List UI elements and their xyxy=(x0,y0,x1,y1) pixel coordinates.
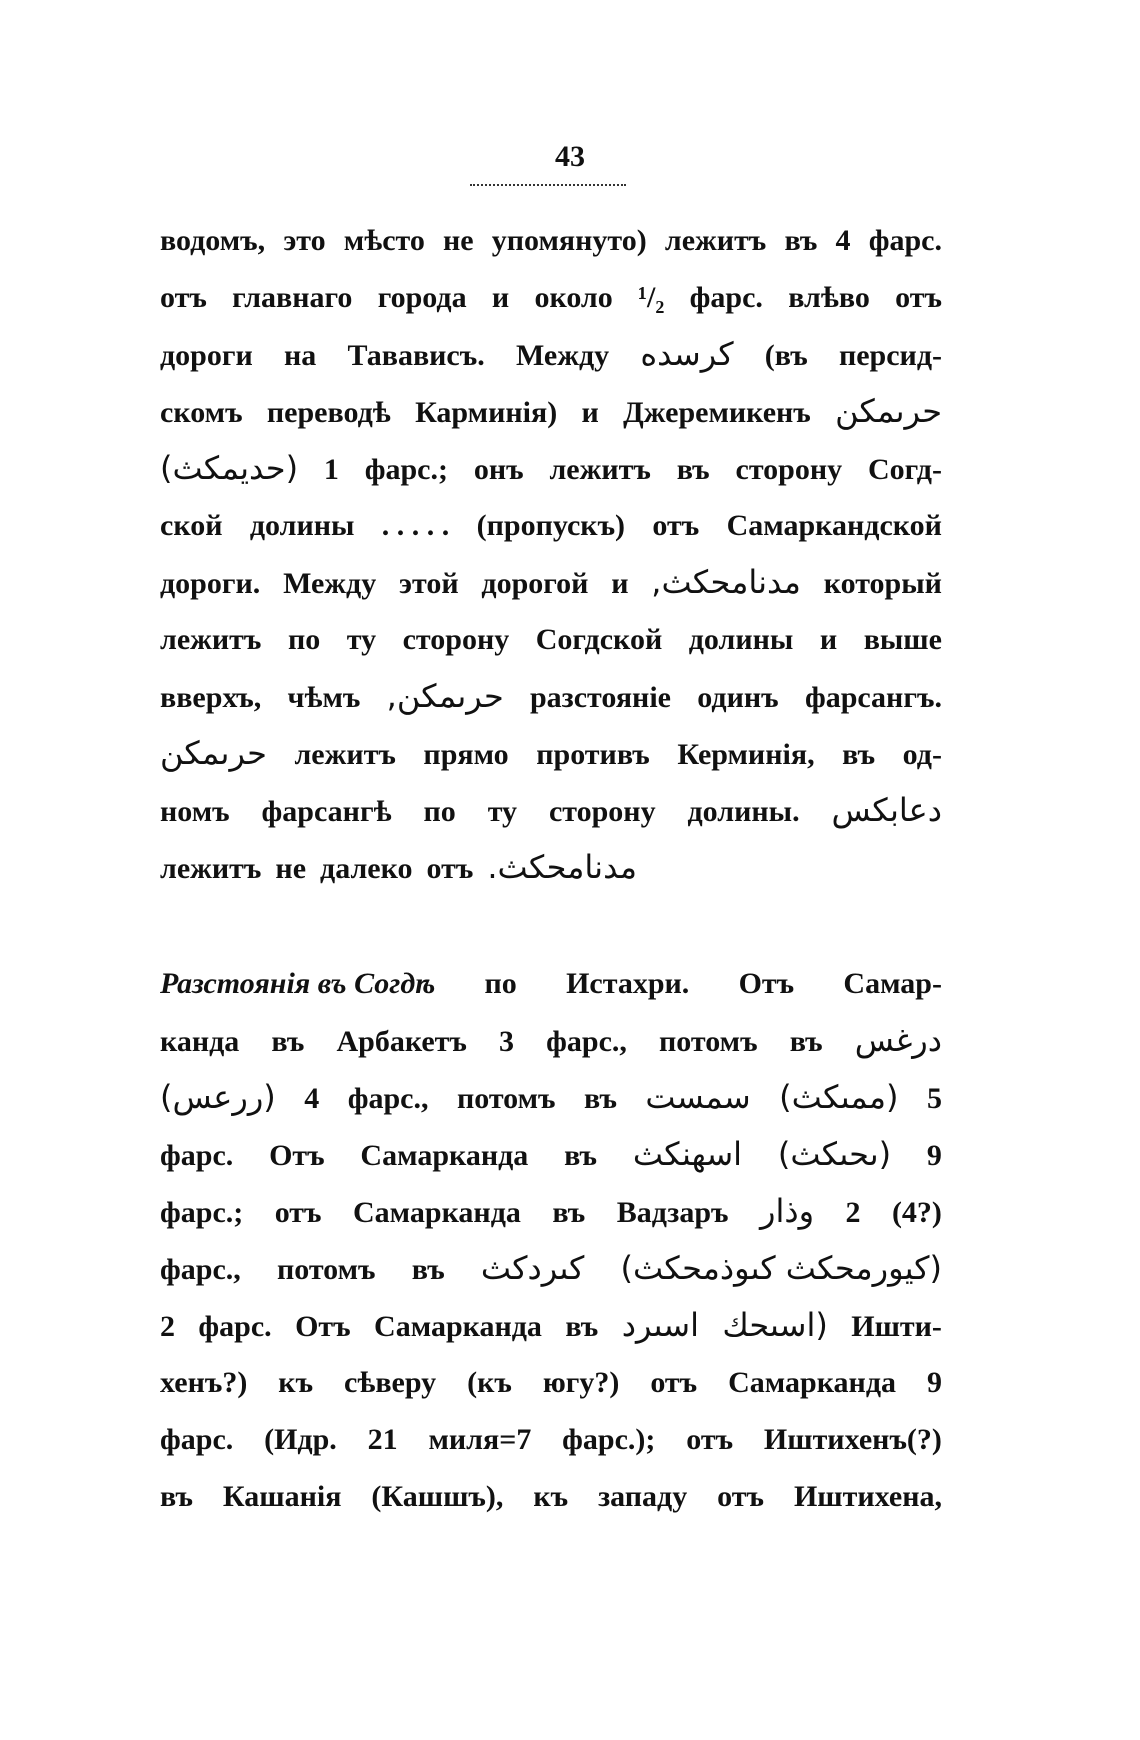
word: Между xyxy=(283,567,377,600)
paragraph-2 xyxy=(160,955,942,1525)
word: фарсангъ. xyxy=(804,681,942,714)
word: отъ xyxy=(426,852,474,885)
word: къ xyxy=(533,1480,569,1513)
text-line xyxy=(160,554,942,611)
word: главнаго xyxy=(232,281,353,314)
word: вверхъ, xyxy=(160,681,262,714)
word: од- xyxy=(902,738,942,771)
text-line xyxy=(160,1468,942,1525)
text-line xyxy=(160,839,942,896)
word: сѣверу xyxy=(344,1366,437,1399)
word: Карминія) xyxy=(415,396,558,429)
text-line xyxy=(160,955,942,1012)
word: Самарканда xyxy=(728,1366,896,1399)
word: чѣмъ xyxy=(287,681,361,714)
word: миля=7 xyxy=(428,1423,532,1456)
word: фарсангѣ xyxy=(261,795,392,828)
word: долины xyxy=(249,509,355,542)
arabic-word: اسىرد xyxy=(621,1306,699,1344)
word: дорогой xyxy=(481,567,589,600)
word: въ xyxy=(676,453,710,486)
word: лежитъ xyxy=(160,852,262,885)
text-line xyxy=(160,497,942,554)
text-line xyxy=(160,1012,942,1069)
word: номъ xyxy=(160,795,230,828)
word: фарс., xyxy=(160,1253,241,1286)
word: въ xyxy=(271,1025,305,1058)
word: лежитъ xyxy=(549,453,651,486)
text-line xyxy=(160,269,942,326)
word: фарс., xyxy=(347,1082,429,1115)
arabic-word: كىردكث xyxy=(480,1249,585,1287)
word: Самарканда xyxy=(360,1139,529,1172)
arabic-word: (حديمكث) xyxy=(160,449,299,487)
page-number: 43 xyxy=(555,140,585,173)
word: въ xyxy=(784,224,818,257)
text-line xyxy=(160,1183,942,1240)
word: Отъ xyxy=(295,1310,351,1343)
word: разстояніе xyxy=(530,681,671,714)
word: сторону xyxy=(402,623,510,656)
word: фарс. xyxy=(160,1139,234,1172)
word: 21 xyxy=(367,1423,398,1456)
word: и xyxy=(819,623,838,656)
word: фарс. xyxy=(160,1423,234,1456)
word: Вадзаръ xyxy=(616,1196,729,1229)
arabic-word: حرىمكن xyxy=(160,734,267,772)
text-line xyxy=(160,1069,942,1126)
text-line xyxy=(160,1297,942,1354)
word: сторону xyxy=(735,453,843,486)
arabic-word: درغس xyxy=(854,1021,942,1059)
word: канда xyxy=(160,1025,240,1058)
paragraph-1 xyxy=(160,212,942,896)
word: 4 xyxy=(304,1082,320,1115)
text-line xyxy=(160,725,942,782)
word: ту xyxy=(487,795,518,828)
word: отъ xyxy=(686,1423,734,1456)
word: ской xyxy=(160,509,223,542)
word: западу xyxy=(598,1480,688,1513)
word: дороги xyxy=(160,339,253,372)
word: по xyxy=(287,623,321,656)
word: и xyxy=(491,281,510,314)
word: въ xyxy=(842,738,876,771)
word: 9 xyxy=(926,1139,942,1172)
word: Иштихенъ(?) xyxy=(763,1423,942,1456)
word: это xyxy=(283,224,326,257)
text-line xyxy=(160,1411,942,1468)
word: лежитъ xyxy=(160,623,262,656)
word: не xyxy=(275,852,307,885)
word: потомъ xyxy=(276,1253,376,1286)
text-line xyxy=(160,440,942,497)
word: фарс.; xyxy=(160,1196,244,1229)
arabic-word: دعابكس xyxy=(831,791,942,829)
word: противъ xyxy=(536,738,650,771)
word: отъ xyxy=(160,281,207,314)
arabic-word: حرىمكن xyxy=(835,392,942,430)
word: Разстоянія въ Согдѣ xyxy=(160,967,436,1000)
word: (4?) xyxy=(891,1196,942,1229)
word: фарс.; xyxy=(364,453,448,486)
word: Самар- xyxy=(843,967,942,1000)
word: водомъ, xyxy=(160,224,266,257)
word: потомъ xyxy=(456,1082,556,1115)
text-line xyxy=(160,212,942,269)
word: отъ xyxy=(717,1480,764,1513)
word: ¹/₂ xyxy=(638,281,665,314)
word: въ xyxy=(564,1139,598,1172)
word: Арбакетъ xyxy=(336,1025,467,1058)
text-line xyxy=(160,611,942,668)
word: фарс. xyxy=(868,224,942,257)
text-line xyxy=(160,668,942,725)
word: города xyxy=(377,281,467,314)
word: долины xyxy=(688,623,794,656)
arabic-word: وذار xyxy=(759,1192,815,1230)
word: Иштихена, xyxy=(793,1480,942,1513)
word: фарс., xyxy=(546,1025,627,1058)
word: фарс. xyxy=(198,1310,272,1343)
word: влѣво xyxy=(788,281,870,314)
word: (пропускъ) xyxy=(476,509,626,542)
arabic-word: اسهنكث xyxy=(632,1135,743,1173)
word: отъ xyxy=(895,281,942,314)
word: сторону xyxy=(548,795,656,828)
arabic-word: مدنامحكث, xyxy=(651,563,801,601)
word: персид- xyxy=(838,339,942,372)
word: 2 xyxy=(845,1196,861,1229)
word: на xyxy=(283,339,317,372)
word: онъ xyxy=(473,453,524,486)
word: Отъ xyxy=(738,967,795,1000)
word: къ xyxy=(278,1366,314,1399)
word: (Идр. xyxy=(264,1423,337,1456)
word: въ xyxy=(565,1310,599,1343)
word: и xyxy=(611,567,629,600)
text-line xyxy=(160,1240,942,1297)
word: мѣсто xyxy=(343,224,425,257)
word: лежитъ xyxy=(294,738,396,771)
word: долины. xyxy=(687,795,800,828)
word: упомянуто) xyxy=(491,224,647,257)
arabic-word: کرسده xyxy=(640,335,734,373)
word: Тавависъ. xyxy=(347,339,485,372)
word: Истахри. xyxy=(566,967,690,1000)
word: въ xyxy=(411,1253,445,1286)
word: въ xyxy=(584,1082,617,1115)
word: отъ xyxy=(274,1196,322,1229)
word: отъ xyxy=(650,1366,698,1399)
word: который xyxy=(823,567,942,600)
text-line xyxy=(160,326,942,383)
word: прямо xyxy=(423,738,509,771)
word: около xyxy=(534,281,613,314)
word: фарс.); xyxy=(562,1423,656,1456)
word: 2 xyxy=(160,1310,175,1343)
word: Отъ xyxy=(269,1139,325,1172)
word: дороги. xyxy=(160,567,261,600)
text-line xyxy=(160,383,942,440)
arabic-word: (ممىكث) xyxy=(779,1078,899,1116)
arabic-word: (كيورمحكث كىوذمحكث) xyxy=(620,1249,942,1287)
word: 4 xyxy=(835,224,851,257)
word: Джеремикенъ xyxy=(623,396,811,429)
word: Кашанія xyxy=(222,1480,342,1513)
arabic-word: (ىحىكث) xyxy=(777,1135,892,1173)
word: далеко xyxy=(320,852,413,885)
arabic-word: مدنامحكث. xyxy=(487,848,638,886)
word: въ xyxy=(160,1480,193,1513)
word: Керминія, xyxy=(677,738,815,771)
word: 1 xyxy=(323,453,339,486)
word: ту xyxy=(346,623,377,656)
word: въ xyxy=(552,1196,586,1229)
word: по xyxy=(484,967,517,1000)
word: Самаркандской xyxy=(726,509,942,542)
word: Самарканда xyxy=(353,1196,521,1229)
word: (къ xyxy=(467,1366,512,1399)
arabic-word: (اسىحك xyxy=(722,1306,828,1344)
text-line xyxy=(160,1126,942,1183)
word: выше xyxy=(863,623,942,656)
word: одинъ xyxy=(697,681,779,714)
arabic-word: حرىمكن, xyxy=(386,677,504,715)
arabic-word: سمست xyxy=(645,1078,751,1116)
word: Согд- xyxy=(868,453,942,486)
word: Ишти- xyxy=(851,1310,942,1343)
word: хенъ?) xyxy=(160,1366,248,1399)
page-number-rule xyxy=(470,178,626,186)
word: Согдской xyxy=(535,623,663,656)
word: переводѣ xyxy=(266,396,391,429)
word: югу?) xyxy=(542,1366,620,1399)
word: фарс. xyxy=(689,281,763,314)
word: не xyxy=(443,224,474,257)
text-line xyxy=(160,1354,942,1411)
word: (Кашшъ), xyxy=(371,1480,504,1513)
word: по xyxy=(423,795,456,828)
word: и xyxy=(581,396,599,429)
word: (въ xyxy=(764,339,808,372)
word: Между xyxy=(515,339,610,372)
word: Самарканда xyxy=(374,1310,542,1343)
word: скомъ xyxy=(160,396,243,429)
word: 3 xyxy=(499,1025,515,1058)
word: 9 xyxy=(926,1366,942,1399)
text-line xyxy=(160,782,942,839)
word: . . . . . xyxy=(381,509,450,542)
word: лежитъ xyxy=(664,224,767,257)
arabic-word: (ررعس) xyxy=(160,1078,276,1116)
word: этой xyxy=(399,567,459,600)
word: отъ xyxy=(652,509,700,542)
word: потомъ xyxy=(659,1025,758,1058)
word: въ xyxy=(789,1025,823,1058)
word: 5 xyxy=(927,1082,942,1115)
